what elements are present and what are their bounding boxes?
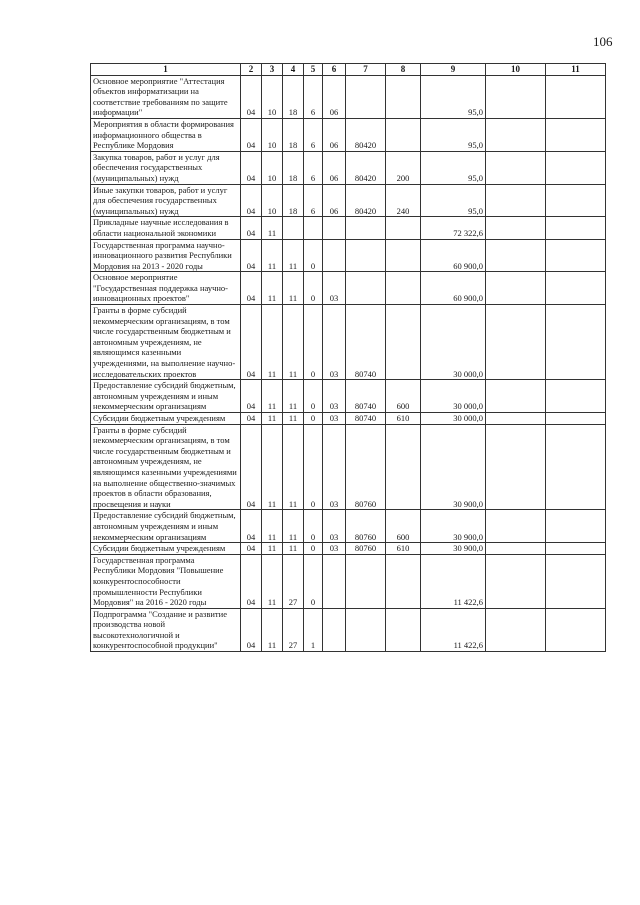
code-cell: 10	[262, 118, 283, 151]
amount-cell: 95,0	[421, 184, 486, 217]
table-row	[91, 543, 606, 555]
code-cell	[546, 239, 606, 272]
amount-cell: 30 900,0	[421, 543, 486, 555]
code-cell: 80420	[346, 151, 386, 184]
code-cell	[486, 543, 546, 555]
row-name-cell: Субсидии бюджетным учреждениям	[91, 413, 241, 425]
code-cell: 04	[241, 554, 262, 608]
table-row	[91, 608, 606, 651]
code-cell: 11	[262, 413, 283, 425]
row-name-cell: Подпрограмма "Создание и развитие производства новой высокотехнологичной и конкурентоспособной продукции"	[91, 608, 241, 651]
code-cell: 18	[283, 184, 304, 217]
code-cell: 03	[323, 413, 346, 425]
code-cell: 0	[304, 272, 323, 305]
code-cell: 610	[386, 543, 421, 555]
code-cell	[486, 184, 546, 217]
code-cell	[386, 239, 421, 272]
code-cell: 04	[241, 217, 262, 239]
amount-cell: 72 322,6	[421, 217, 486, 239]
code-cell: 10	[262, 151, 283, 184]
row-name-cell: Иные закупки товаров, работ и услуг для обеспечения государственных (муниципальных) нужд	[91, 184, 241, 217]
code-cell: 04	[241, 608, 262, 651]
code-cell: 18	[283, 151, 304, 184]
code-cell	[346, 217, 386, 239]
row-name-cell: Прикладные научные исследования в области национальной экономики	[91, 217, 241, 239]
code-cell	[546, 380, 606, 413]
header-cell: 7	[346, 64, 386, 76]
code-cell	[323, 239, 346, 272]
code-cell	[346, 554, 386, 608]
header-cell: 6	[323, 64, 346, 76]
code-cell: 04	[241, 413, 262, 425]
code-cell: 06	[323, 151, 346, 184]
code-cell	[486, 380, 546, 413]
header-cell: 2	[241, 64, 262, 76]
table-header-row	[91, 64, 606, 76]
code-cell	[386, 305, 421, 380]
table-row	[91, 380, 606, 413]
code-cell	[546, 75, 606, 118]
amount-cell: 60 900,0	[421, 239, 486, 272]
code-cell: 0	[304, 239, 323, 272]
row-name-cell: Государственная программа Республики Мордовия "Повышение конкурентоспособности промышленности Республики Мордовия" на 2016 - 2020 годы	[91, 554, 241, 608]
row-name-cell: Основное мероприятие "Государственная поддержка научно-инновационных проектов"	[91, 272, 241, 305]
code-cell: 04	[241, 75, 262, 118]
table-row	[91, 184, 606, 217]
header-cell: 5	[304, 64, 323, 76]
table-row	[91, 118, 606, 151]
code-cell: 80740	[346, 380, 386, 413]
header-cell: 3	[262, 64, 283, 76]
table-row	[91, 239, 606, 272]
code-cell	[486, 272, 546, 305]
table-row	[91, 413, 606, 425]
code-cell	[546, 184, 606, 217]
table-row	[91, 510, 606, 543]
code-cell: 04	[241, 272, 262, 305]
row-name-cell: Государственная программа научно-инновационного развития Республики Мордовия на 2013 - 2020 годы	[91, 239, 241, 272]
code-cell	[346, 239, 386, 272]
amount-cell: 30 000,0	[421, 380, 486, 413]
code-cell: 04	[241, 239, 262, 272]
code-cell: 04	[241, 305, 262, 380]
amount-cell: 95,0	[421, 151, 486, 184]
code-cell: 0	[304, 413, 323, 425]
code-cell	[546, 413, 606, 425]
code-cell: 03	[323, 272, 346, 305]
code-cell: 27	[283, 554, 304, 608]
code-cell: 18	[283, 118, 304, 151]
code-cell: 0	[304, 424, 323, 510]
code-cell: 11	[262, 305, 283, 380]
code-cell	[386, 118, 421, 151]
amount-cell: 30 900,0	[421, 510, 486, 543]
code-cell: 06	[323, 118, 346, 151]
code-cell: 1	[304, 608, 323, 651]
header-cell: 9	[421, 64, 486, 76]
code-cell: 03	[323, 305, 346, 380]
table-row	[91, 75, 606, 118]
code-cell	[486, 239, 546, 272]
code-cell: 600	[386, 510, 421, 543]
code-cell: 11	[262, 543, 283, 555]
table-row	[91, 554, 606, 608]
code-cell	[486, 608, 546, 651]
code-cell: 04	[241, 380, 262, 413]
budget-table	[90, 63, 606, 652]
code-cell: 80760	[346, 543, 386, 555]
code-cell: 11	[283, 543, 304, 555]
code-cell	[486, 510, 546, 543]
code-cell	[386, 608, 421, 651]
code-cell: 80740	[346, 413, 386, 425]
code-cell	[546, 151, 606, 184]
code-cell	[386, 75, 421, 118]
row-name-cell: Гранты в форме субсидий некоммерческим организациям, в том числе государственным бюджетным и автономным учреждениям, не являющимся казенными учреждениями на выполнение общественно-значимых проектов в области образования, просвещения и науки	[91, 424, 241, 510]
code-cell: 11	[283, 380, 304, 413]
code-cell	[546, 510, 606, 543]
amount-cell: 95,0	[421, 75, 486, 118]
code-cell: 11	[283, 305, 304, 380]
code-cell	[546, 554, 606, 608]
table-row	[91, 272, 606, 305]
code-cell	[546, 217, 606, 239]
row-name-cell: Закупка товаров, работ и услуг для обеспечения государственных (муниципальных) нужд	[91, 151, 241, 184]
code-cell	[386, 424, 421, 510]
code-cell: 11	[262, 510, 283, 543]
code-cell: 18	[283, 75, 304, 118]
code-cell: 11	[262, 239, 283, 272]
row-name-cell: Мероприятия в области формирования информационного общества в Республике Мордовия	[91, 118, 241, 151]
row-name-cell: Предоставление субсидий бюджетным, автономным учреждениям и иным некоммерческим организациям	[91, 380, 241, 413]
row-name-cell: Гранты в форме субсидий некоммерческим организациям, в том числе государственным бюджетным и автономным учреждениям, не являющимся казенными учреждениями, на выполнение научно-исследовательских проектов	[91, 305, 241, 380]
amount-cell: 60 900,0	[421, 272, 486, 305]
code-cell	[486, 413, 546, 425]
code-cell: 80420	[346, 118, 386, 151]
code-cell	[386, 217, 421, 239]
code-cell	[546, 608, 606, 651]
code-cell: 04	[241, 510, 262, 543]
header-cell: 1	[91, 64, 241, 76]
table-row	[91, 217, 606, 239]
code-cell	[486, 118, 546, 151]
code-cell: 11	[262, 554, 283, 608]
code-cell: 0	[304, 510, 323, 543]
header-cell: 11	[546, 64, 606, 76]
amount-cell: 11 422,6	[421, 554, 486, 608]
code-cell: 610	[386, 413, 421, 425]
code-cell	[486, 554, 546, 608]
code-cell: 04	[241, 118, 262, 151]
row-name-cell: Основное мероприятие "Аттестация объектов информатизации на соответствие требованиям по защите информации"	[91, 75, 241, 118]
code-cell: 6	[304, 184, 323, 217]
header-cell: 10	[486, 64, 546, 76]
code-cell	[323, 217, 346, 239]
table-row	[91, 424, 606, 510]
code-cell	[386, 272, 421, 305]
amount-cell: 30 900,0	[421, 424, 486, 510]
amount-cell: 95,0	[421, 118, 486, 151]
code-cell: 03	[323, 510, 346, 543]
code-cell: 11	[262, 608, 283, 651]
header-cell: 4	[283, 64, 304, 76]
code-cell: 6	[304, 118, 323, 151]
code-cell	[346, 608, 386, 651]
code-cell: 06	[323, 184, 346, 217]
header-cell: 8	[386, 64, 421, 76]
code-cell	[346, 75, 386, 118]
code-cell	[304, 217, 323, 239]
code-cell	[486, 151, 546, 184]
code-cell: 0	[304, 380, 323, 413]
code-cell: 6	[304, 151, 323, 184]
code-cell: 10	[262, 75, 283, 118]
code-cell	[323, 554, 346, 608]
code-cell: 11	[262, 217, 283, 239]
amount-cell: 30 000,0	[421, 413, 486, 425]
code-cell: 04	[241, 184, 262, 217]
code-cell: 27	[283, 608, 304, 651]
code-cell	[486, 75, 546, 118]
code-cell: 04	[241, 151, 262, 184]
code-cell: 11	[283, 424, 304, 510]
code-cell	[386, 554, 421, 608]
code-cell	[546, 424, 606, 510]
table-row	[91, 151, 606, 184]
table-body	[91, 75, 606, 651]
code-cell: 11	[262, 380, 283, 413]
code-cell	[323, 608, 346, 651]
code-cell: 11	[283, 272, 304, 305]
code-cell	[283, 217, 304, 239]
code-cell	[546, 305, 606, 380]
code-cell	[486, 217, 546, 239]
code-cell: 80740	[346, 305, 386, 380]
code-cell	[546, 272, 606, 305]
code-cell: 10	[262, 184, 283, 217]
code-cell: 03	[323, 380, 346, 413]
code-cell: 0	[304, 305, 323, 380]
code-cell: 11	[283, 413, 304, 425]
amount-cell: 11 422,6	[421, 608, 486, 651]
code-cell: 240	[386, 184, 421, 217]
code-cell	[546, 118, 606, 151]
code-cell: 06	[323, 75, 346, 118]
code-cell: 80760	[346, 424, 386, 510]
code-cell: 200	[386, 151, 421, 184]
row-name-cell: Предоставление субсидий бюджетным, автономным учреждениям и иным некоммерческим организациям	[91, 510, 241, 543]
table-row	[91, 305, 606, 380]
code-cell: 11	[262, 272, 283, 305]
code-cell: 600	[386, 380, 421, 413]
code-cell	[346, 272, 386, 305]
code-cell: 04	[241, 543, 262, 555]
amount-cell: 30 000,0	[421, 305, 486, 380]
code-cell	[486, 424, 546, 510]
code-cell: 11	[262, 424, 283, 510]
code-cell: 11	[283, 239, 304, 272]
code-cell: 0	[304, 554, 323, 608]
code-cell: 03	[323, 543, 346, 555]
code-cell: 80760	[346, 510, 386, 543]
code-cell	[546, 543, 606, 555]
code-cell: 04	[241, 424, 262, 510]
code-cell: 03	[323, 424, 346, 510]
code-cell: 0	[304, 543, 323, 555]
code-cell: 6	[304, 75, 323, 118]
row-name-cell: Субсидии бюджетным учреждениям	[91, 543, 241, 555]
code-cell: 11	[283, 510, 304, 543]
page-number: 106	[593, 34, 613, 49]
code-cell: 80420	[346, 184, 386, 217]
code-cell	[486, 305, 546, 380]
